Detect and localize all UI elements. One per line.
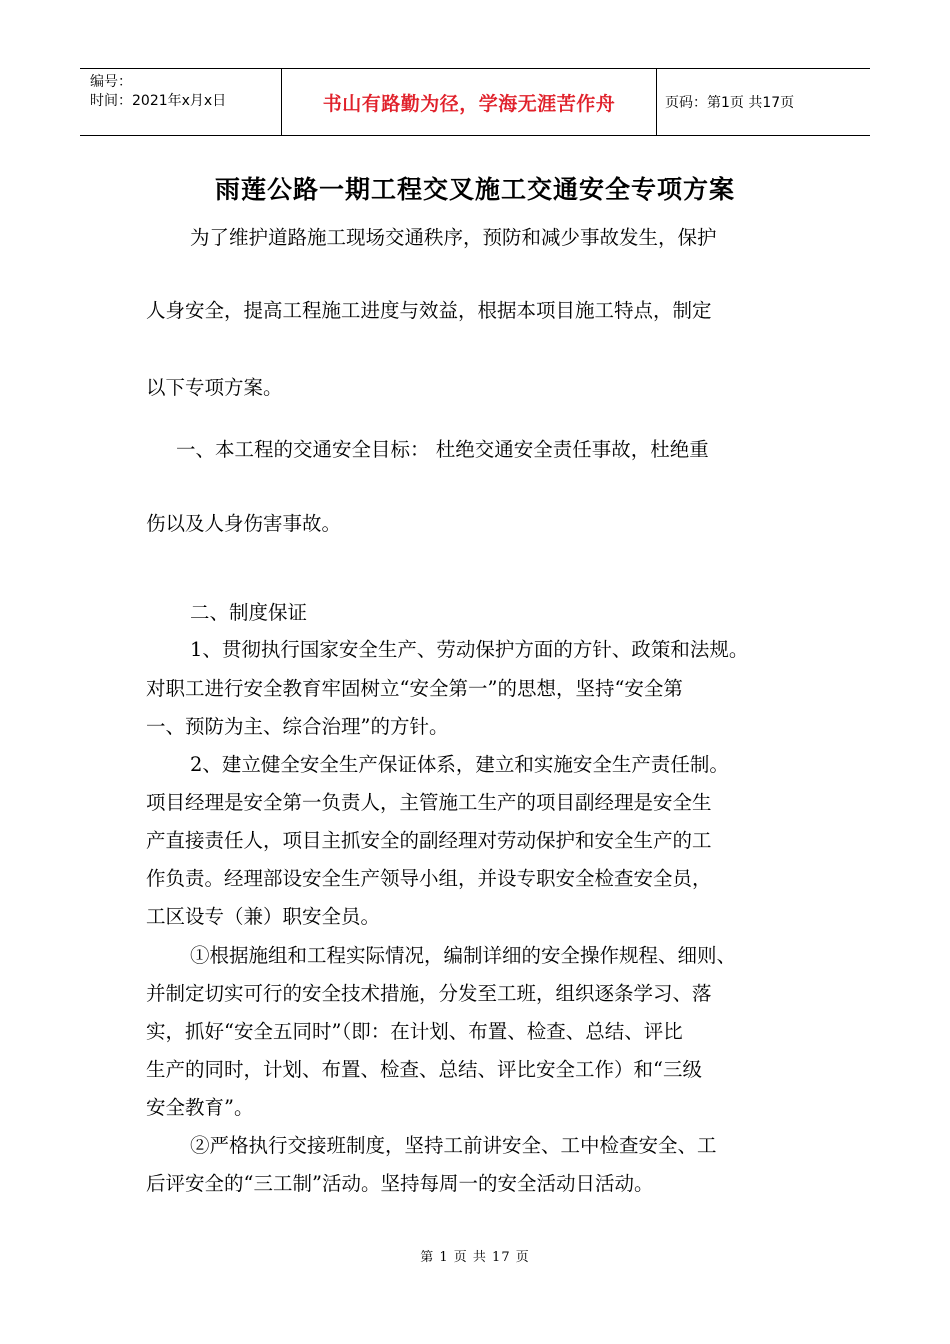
header-page-info: 页码：第1页 共17页 (665, 95, 795, 111)
paragraph-line: 后评安全的“三工制”活动。坚持每周一的安全活动日活动。 (146, 1172, 654, 1195)
page-footer: 第 1 页 共 17 页 (420, 1250, 530, 1265)
paragraph-line: 生产的同时，计划、布置、检查、总结、评比安全工作）和“三级 (146, 1058, 702, 1081)
paragraph-line: 以下专项方案。 (146, 376, 283, 399)
document-number-label: 编号： (90, 74, 132, 90)
paragraph-line: 项目经理是安全第一负责人，主管施工生产的项目副经理是安全生 (146, 791, 712, 814)
paragraph-line: 伤以及人身伤害事故。 (146, 512, 342, 535)
paragraph-line: 1、贯彻执行国家安全生产、劳动保护方面的方针、政策和法规。 (190, 638, 749, 661)
paragraph-line: 并制定切实可行的安全技术措施，分发至工班，组织逐条学习、落 (146, 982, 712, 1005)
paragraph-line: 对职工进行安全教育牢固树立“安全第一”的思想，坚持“安全第 (146, 677, 683, 700)
paragraph-line: 一、本工程的交通安全目标： 杜绝交通安全责任事故，杜绝重 (176, 438, 709, 461)
paragraph-line: 工区设专（兼）职安全员。 (146, 905, 381, 928)
section-heading: 二、制度保证 (190, 601, 308, 624)
paragraph-line: 为了维护道路施工现场交通秩序，预防和减少事故发生，保护 (190, 226, 717, 249)
header-slogan: 书山有路勤为径，学海无涯苦作舟 (281, 69, 657, 135)
paragraph-line: 2、建立健全安全生产保证体系，建立和实施安全生产责任制。 (190, 753, 729, 776)
document-title: 雨莲公路一期工程交叉施工交通安全专项方案 (214, 175, 735, 204)
header-table (80, 68, 870, 136)
paragraph-line: 作负责。经理部设安全生产领导小组，并设专职安全检查安全员， (146, 867, 712, 890)
paragraph-line: 实，抓好“安全五同时”（即：在计划、布置、检查、总结、评比 (146, 1020, 683, 1043)
paragraph-line: 一、预防为主、综合治理”的方针。 (146, 715, 449, 738)
paragraph-line: ②严格执行交接班制度，坚持工前讲安全、工中检查安全、工 (190, 1134, 717, 1157)
header-left-cell (80, 69, 281, 135)
paragraph-line: ①根据施组和工程实际情况，编制详细的安全操作规程、细则、 (190, 944, 737, 967)
paragraph-line: 人身安全，提高工程施工进度与效益，根据本项目施工特点，制定 (146, 299, 712, 322)
document-time-label: 时间：2021年x月x日 (90, 93, 227, 109)
paragraph-line: 产直接责任人，项目主抓安全的副经理对劳动保护和安全生产的工 (146, 829, 712, 852)
paragraph-line: 安全教育”。 (146, 1096, 254, 1119)
